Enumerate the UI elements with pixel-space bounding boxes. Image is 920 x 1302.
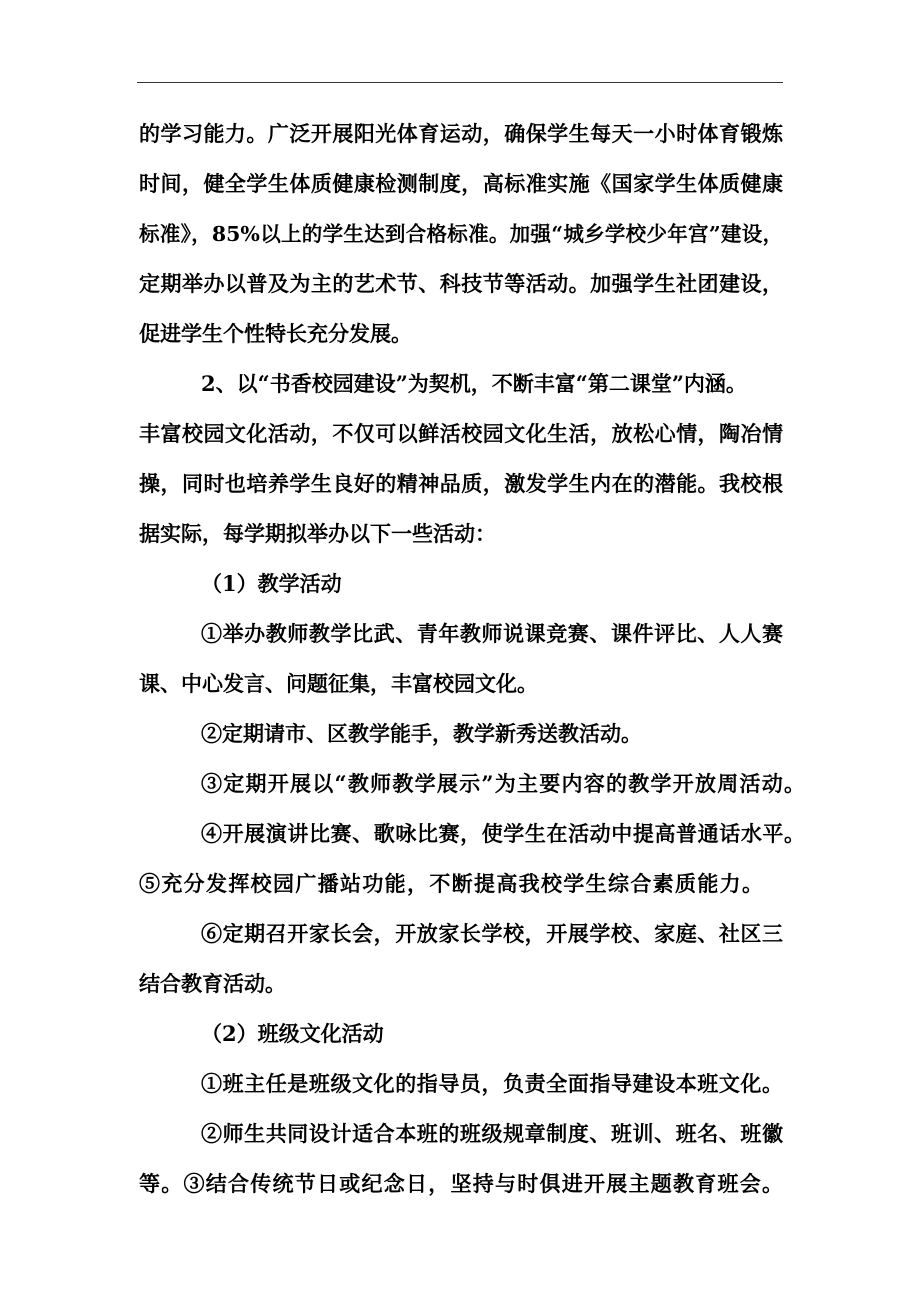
body-line-3: 标准》，85%以上的学生达到合格标准。加强“城乡学校少年宫”建设， — [139, 222, 783, 246]
section-2-heading: 2、以“书香校园建设”为契机，不断丰富“第二课堂”内涵。 — [201, 371, 747, 396]
body-line-4: 定期举办以普及为主的艺术节、科技节等活动。加强学生社团建设， — [139, 271, 783, 296]
class-item-2-cont: 等。③结合传统节日或纪念日，坚持与时俱进开展主题教育班会。 — [139, 1171, 783, 1196]
class-item-2: ②师生共同设计适合本班的班级规章制度、班训、班名、班徽 — [201, 1121, 783, 1146]
list-item-4: ④开展演讲比赛、歌咏比赛，使学生在活动中提高普通话水平。 — [201, 821, 805, 846]
list-item-2: ②定期请市、区教学能手，教学新秀送教活动。 — [201, 721, 642, 746]
body-line-8: 操，同时也培养学生良好的精神品质，激发学生内在的潜能。我校根 — [139, 471, 783, 496]
body-line-2: 时间，健全学生体质健康检测制度，高标准实施《国家学生体质健康 — [139, 171, 783, 196]
list-item-3: ③定期开展以“教师教学展示”为主要内容的教学开放周活动。 — [201, 771, 805, 796]
body-line-9: 据实际，每学期拟举办以下一些活动： — [139, 521, 496, 546]
subheading-teaching-activities: （1）教学活动 — [201, 571, 342, 596]
list-item-6: ⑥定期召开家长会，开放家长学校，开展学校、家庭、社区三 — [201, 921, 783, 946]
body-line-1: 的学习能力。广泛开展阳光体育运动，确保学生每天一小时体育锻炼 — [139, 121, 783, 146]
body-line-7: 丰富校园文化活动，不仅可以鲜活校园文化生活，放松心情，陶冶情 — [139, 421, 783, 446]
body-line-5: 促进学生个性特长充分发展。 — [139, 321, 412, 346]
list-item-1-cont: 课、中心发言、问题征集，丰富校园文化。 — [139, 671, 538, 696]
subheading-class-culture: （2）班级文化活动 — [201, 1021, 384, 1046]
list-item-1: ①举办教师教学比武、青年教师说课竞赛、课件评比、人人赛 — [201, 621, 783, 646]
list-item-6-cont: 结合教育活动。 — [139, 971, 286, 996]
class-item-1: ①班主任是班级文化的指导员，负责全面指导建设本班文化。 — [201, 1071, 783, 1096]
header-rule — [137, 82, 783, 83]
list-item-5: ⑤充分发挥校园广播站功能，不断提高我校学生综合素质能力。 — [139, 871, 763, 896]
